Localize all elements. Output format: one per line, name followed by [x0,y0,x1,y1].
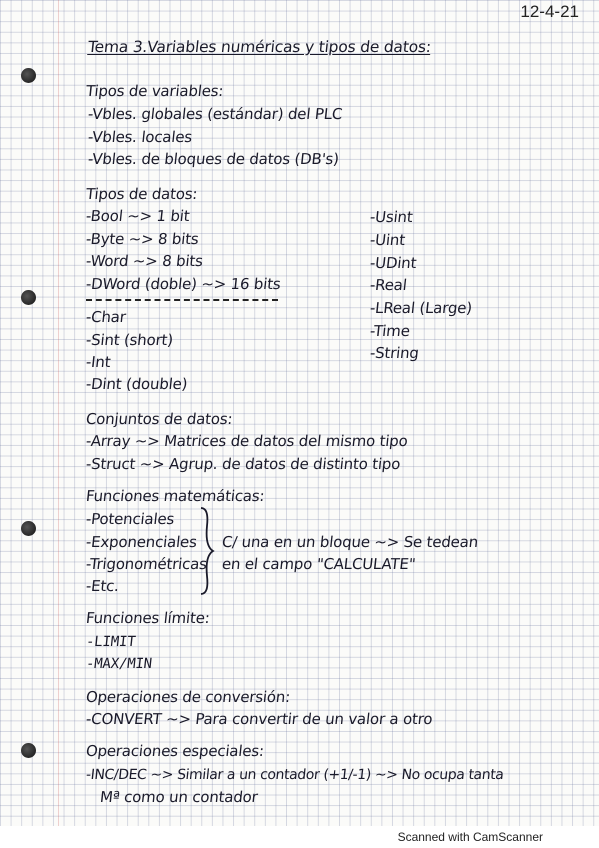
list-item: -String [369,344,420,362]
list-item: -Potenciales [85,510,176,528]
section-heading: Tipos de variables: [85,82,225,100]
margin-line [58,0,59,830]
list-item: -LReal (Large) [369,299,473,317]
list-item: -LIMIT [85,634,137,650]
list-item: -Dint (double) [85,375,189,393]
binder-hole [21,521,36,536]
list-item: -Byte ~> 8 bits [85,230,200,248]
list-item: -Vbles. locales [87,128,194,146]
list-item: -CONVERT ~> Para convertir de un valor a otro [85,710,434,728]
dashed-divider [86,299,278,301]
binder-hole [21,290,36,305]
list-item: -Array ~> Matrices de datos del mismo tipo [85,432,409,450]
curly-brace [197,506,217,596]
binder-hole [21,68,36,83]
list-item: -Int [85,353,112,371]
list-item: -MAX/MIN [85,656,153,672]
section-heading: Funciones límite: [85,609,211,627]
list-item: -Exponenciales [85,533,198,551]
scanner-watermark: Scanned with CamScanner [397,830,543,844]
date: 12-4-21 [520,2,579,21]
list-item: Mª como un contador [99,788,259,806]
list-item: -Vbles. globales (estándar) del PLC [87,105,344,123]
binder-hole [21,743,36,758]
list-item: -Char [85,308,127,326]
page-title: Tema 3.Variables numéricas y tipos de datos: [87,38,432,56]
list-item: -Uint [369,231,406,249]
list-item: -Vbles. de bloques de datos (DB's) [87,150,340,168]
section-heading: Operaciones especiales: [85,742,265,760]
section-heading: Funciones matemáticas: [85,487,266,505]
note-text: C/ una en un bloque ~> Se tedean [221,533,479,551]
list-item: -INC/DEC ~> Similar a un contador (+1/-1) ~> No ocupa tanta [85,767,505,783]
list-item: -Word ~> 8 bits [85,252,204,270]
list-item: -Struct ~> Agrup. de datos de distinto tipo [85,455,402,473]
list-item: -Time [369,322,411,340]
section-heading: Tipos de datos: [85,185,199,203]
list-item: -UDint [369,254,418,272]
list-item: -Trigonométricas [85,555,208,573]
list-item: -Real [369,276,408,294]
section-heading: Operaciones de conversión: [85,688,292,706]
list-item: -DWord (doble) ~> 16 bits [85,275,282,293]
list-item: -Etc. [85,577,120,595]
note-text: en el campo "CALCULATE" [221,555,417,573]
list-item: -Bool ~> 1 bit [85,207,191,225]
list-item: -Sint (short) [85,331,174,349]
list-item: -Usint [369,208,414,226]
section-heading: Conjuntos de datos: [85,410,234,428]
